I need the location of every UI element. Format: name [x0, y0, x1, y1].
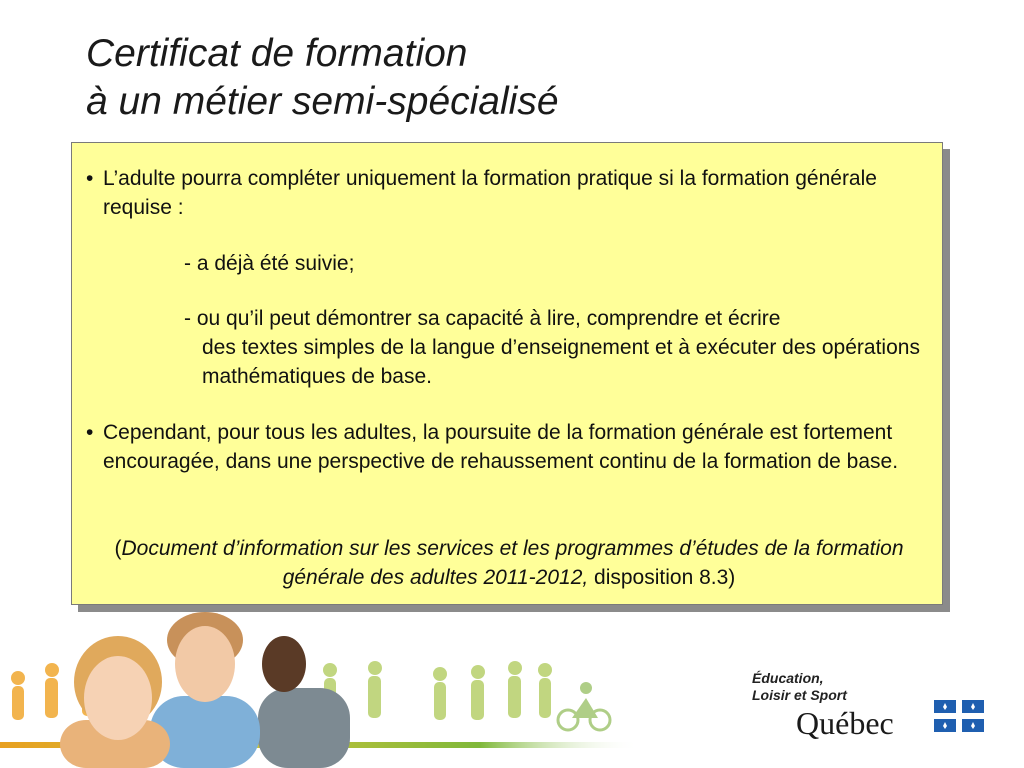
sub-item-1: - a déjà été suivie; — [184, 252, 355, 275]
logo-line-1: Éducation, — [752, 670, 824, 686]
sub-item-2-continuation: des textes simples de la langue d’enseignement et à exécuter des opérations mathématiques de base. — [202, 336, 920, 388]
citation-open-paren: ( — [114, 537, 122, 560]
man-figure — [258, 636, 350, 768]
note-box — [71, 142, 943, 605]
bullet-marker: • — [86, 167, 94, 190]
logo-wordmark: Québec — [796, 705, 894, 741]
quebec-ministry-logo — [752, 670, 1002, 750]
citation-document-title: Document d’information sur les services et les programmes d’études de la formation générale des adultes 2011-2012, — [121, 537, 904, 589]
reference-citation — [84, 534, 934, 592]
girl-figure — [60, 636, 170, 768]
green-silhouettes — [323, 661, 552, 720]
bullet-text-1: L’adulte pourra compléter uniquement la formation pratique si la formation générale requise : — [103, 167, 877, 219]
fleurdelise-flag-icon — [934, 700, 984, 732]
citation-disposition: disposition 8.3) — [588, 566, 736, 589]
logo-line-2: Loisir et Sport — [752, 687, 847, 703]
bullet-paragraph-2 — [86, 418, 933, 476]
cyclist-silhouette — [558, 682, 610, 730]
bullet-marker: • — [86, 421, 94, 444]
bullet-paragraph-1 — [86, 164, 923, 222]
title-line-2: à un métier semi-spécialisé — [86, 80, 559, 123]
sub-item-2-first-line: - ou qu’il peut démontrer sa capacité à lire, comprendre et écrire — [184, 307, 781, 330]
title-line-1: Certificat de formation — [86, 32, 468, 75]
sub-item-2 — [184, 304, 924, 391]
bullet-text-2: Cependant, pour tous les adultes, la poursuite de la formation générale est fortement encouragée, dans une perspective de rehaussement continu de la formation de base. — [103, 421, 899, 473]
slide-title — [86, 30, 559, 126]
